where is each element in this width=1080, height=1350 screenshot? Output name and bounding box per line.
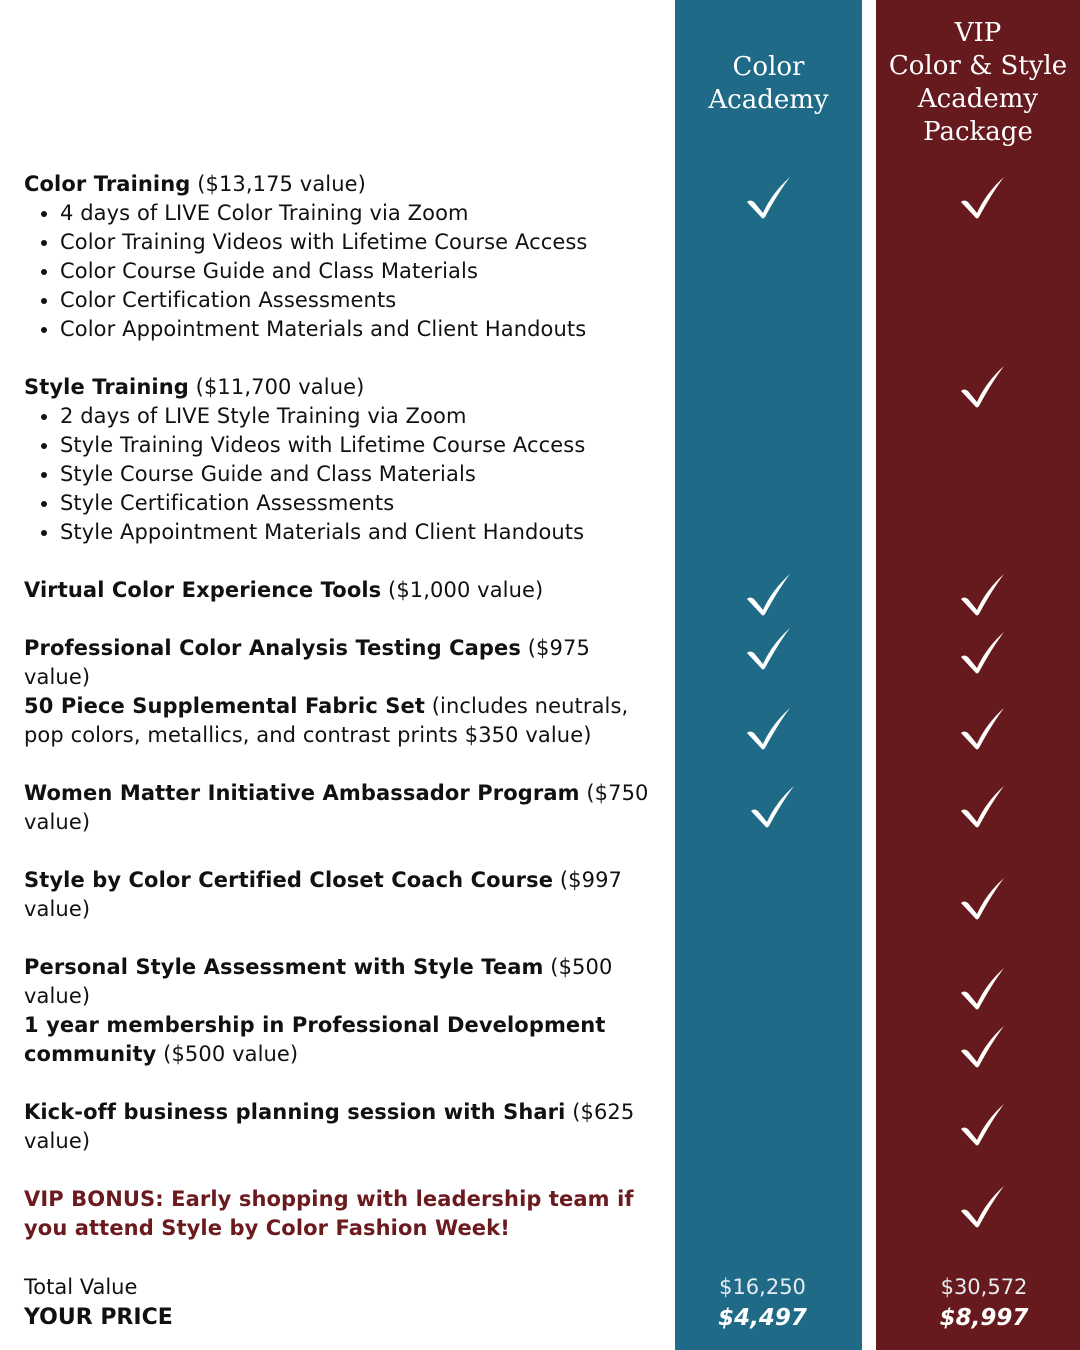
color-academy-header (675, 51, 862, 117)
feature-value: ($1,000 value) (388, 578, 544, 602)
feature-testing-capes (24, 634, 654, 692)
color-academy-price: $4,497 (718, 1305, 807, 1331)
feature-title: 50 Piece Supplemental Fabric Set (24, 694, 425, 718)
feature-value: ($625 value) (24, 1100, 635, 1153)
feature-value: ($975 value) (24, 636, 590, 689)
list-item: • 2 days of LIVE Style Training via Zoom (60, 402, 654, 431)
check-icon (958, 572, 1006, 618)
feature-vip-bonus (24, 1185, 654, 1243)
feature-style-training (24, 373, 654, 547)
feature-title: Personal Style Assessment with Style Team (24, 955, 544, 979)
check-icon (958, 706, 1006, 752)
check-icon (958, 876, 1006, 922)
check-icon (958, 364, 1006, 410)
header-line: VIP (954, 18, 1002, 48)
check-icon (744, 626, 792, 672)
list-item: • Style Course Guide and Class Materials (60, 460, 654, 489)
feature-title: Professional Color Analysis Testing Capes (24, 636, 521, 660)
check-icon (744, 175, 792, 221)
feature-fabric-set (24, 692, 654, 750)
check-icon (958, 966, 1006, 1012)
feature-title: Women Matter Initiative Ambassador Program (24, 781, 580, 805)
check-icon (958, 630, 1006, 676)
check-icon (744, 706, 792, 752)
feature-value: ($13,175 value) (197, 172, 366, 196)
check-icon (744, 572, 792, 618)
header-line: Academy (708, 85, 829, 115)
check-icon (958, 784, 1006, 830)
feature-closet-coach (24, 866, 654, 924)
feature-title: 1 year membership in Professional Development community (24, 1013, 606, 1066)
header-line: Color & Style (888, 51, 1068, 81)
feature-value: (includes neutrals, pop colors, metallics, and contrast prints $350 value) (24, 694, 629, 747)
feature-value: ($500 value) (24, 955, 613, 1008)
feature-membership (24, 1011, 654, 1069)
your-price-label: YOUR PRICE (24, 1305, 173, 1330)
feature-value: ($997 value) (24, 868, 622, 921)
feature-kickoff-session (24, 1098, 654, 1156)
feature-title: Style by Color Certified Closet Coach Course (24, 868, 554, 892)
list-item: • Style Training Videos with Lifetime Course Access (60, 431, 654, 460)
feature-value: ($500 value) (163, 1042, 299, 1066)
feature-title: Kick-off business planning session with Shari (24, 1100, 566, 1124)
feature-value: ($750 value) (24, 781, 649, 834)
list-item: • Color Training Videos with Lifetime Course Access (60, 228, 654, 257)
check-icon (958, 1102, 1006, 1148)
vip-package-header (876, 17, 1080, 149)
vip-package-total-value: $30,572 (940, 1275, 1028, 1299)
header-line: Package (923, 117, 1033, 147)
header-line: Academy (917, 84, 1039, 114)
total-value-label: Total Value (24, 1275, 138, 1299)
feature-style-assessment (24, 953, 654, 1011)
feature-color-training (24, 170, 654, 344)
list-item: • Color Certification Assessments (60, 286, 654, 315)
feature-title: Color Training (24, 172, 191, 196)
list-item: • 4 days of LIVE Color Training via Zoom (60, 199, 654, 228)
header-line: Color (732, 52, 805, 82)
check-icon (748, 784, 796, 830)
feature-value: ($11,700 value) (195, 375, 365, 399)
list-item: • Style Certification Assessments (60, 489, 654, 518)
check-icon (958, 175, 1006, 221)
list-item: • Style Appointment Materials and Client Handouts (60, 518, 654, 547)
feature-title: Virtual Color Experience Tools (24, 578, 382, 602)
check-icon (958, 1184, 1006, 1230)
feature-title: VIP BONUS: Early shopping with leadership team if you attend Style by Color Fashion Week! (24, 1187, 634, 1240)
list-item: • Color Course Guide and Class Materials (60, 257, 654, 286)
check-icon (958, 1024, 1006, 1070)
list-item: • Color Appointment Materials and Client Handouts (60, 315, 654, 344)
color-academy-total-value: $16,250 (719, 1275, 806, 1299)
vip-package-price: $8,997 (939, 1305, 1029, 1331)
feature-ambassador-program (24, 779, 654, 837)
feature-title: Style Training (24, 375, 189, 399)
feature-virtual-tools (24, 576, 654, 605)
